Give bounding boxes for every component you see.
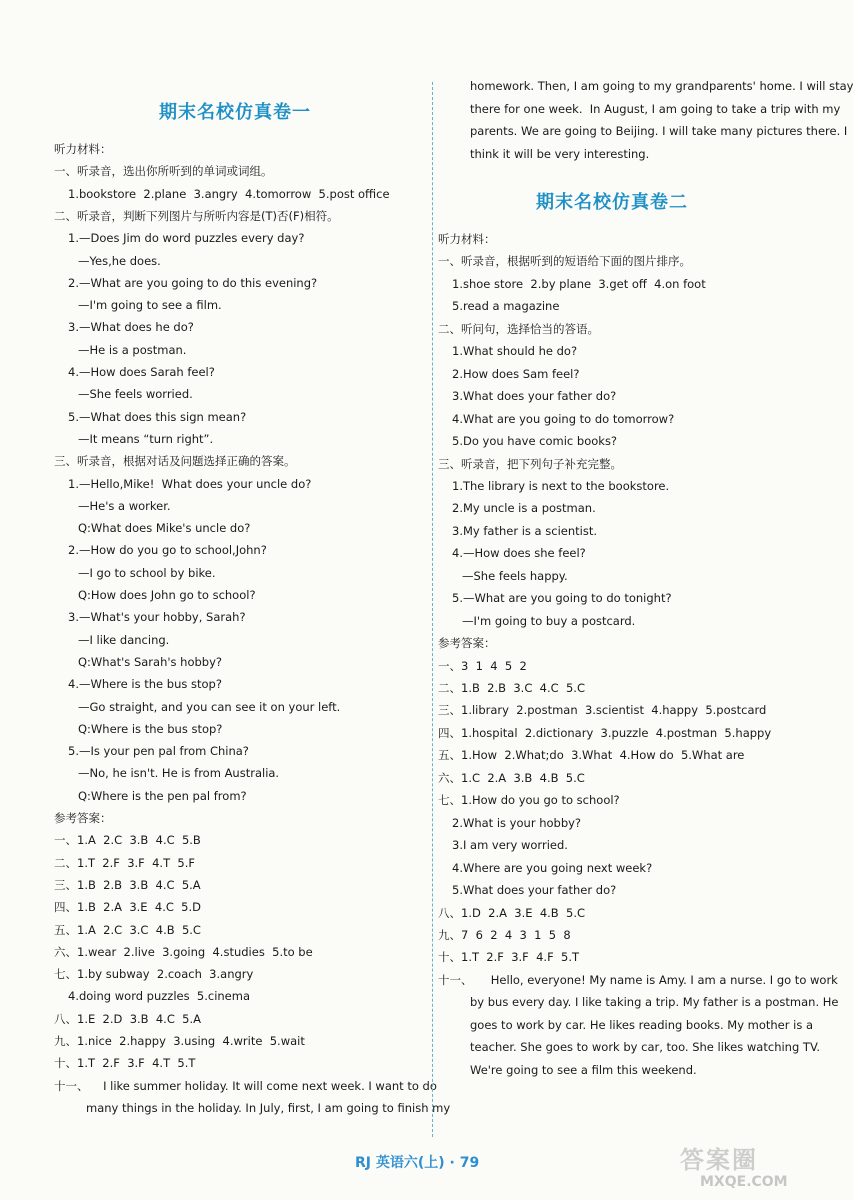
- text-line: 5.—Is your pen pal from China?: [68, 744, 249, 759]
- text-line: 三、听录音，把下列句子补充完整。: [438, 456, 622, 471]
- text-line: 3.What does your father do?: [452, 389, 617, 404]
- text-line: teacher. She goes to work by car, too. She likes watching TV.: [470, 1040, 820, 1055]
- text-line: 3.—What does he do?: [68, 320, 194, 335]
- text-line: 1.bookstore 2.plane 3.angry 4.tomorrow 5.post office: [68, 186, 390, 201]
- text-line: 3.I am very worried.: [452, 838, 568, 853]
- text-line: 八、1.D 2.A 3.E 4.B 5.C: [438, 905, 586, 920]
- text-line: 五、1.A 2.C 3.C 4.B 5.C: [54, 922, 201, 937]
- text-line: 4.—How does she feel?: [452, 546, 586, 561]
- text-line: Q:How does John go to school?: [78, 588, 256, 602]
- text-line: 2.What is your hobby?: [452, 815, 582, 830]
- text-line: 2.How does Sam feel?: [452, 366, 580, 381]
- text-line: —I go to school by bike.: [78, 565, 216, 580]
- text-line: 参考答案：: [54, 811, 112, 825]
- text-line: 参考答案：: [438, 636, 496, 651]
- text-line: 3.My father is a scientist.: [452, 523, 597, 538]
- text-line: 4.—How does Sarah feel?: [68, 365, 215, 379]
- text-line: 听力材料：: [438, 232, 496, 246]
- text-line: We're going to see a film this weekend.: [470, 1062, 697, 1077]
- text-line: 4.doing word puzzles 5.cinema: [68, 989, 251, 1004]
- text-line: 十、1.T 2.F 3.F 4.T 5.T: [54, 1056, 196, 1071]
- text-line: 一、3 1 4 5 2: [438, 658, 527, 673]
- page-footer: RJ 英语六(上) · 79: [355, 1155, 480, 1171]
- text-line: 4.—Where is the bus stop?: [68, 677, 222, 692]
- text-line: 一、听录音，选出你所听到的单词或词组。: [54, 164, 273, 179]
- text-line: 二、1.B 2.B 3.C 4.C 5.C: [438, 681, 585, 695]
- text-line: parents. We are going to Beijing. I will take many pictures there. I: [470, 124, 848, 139]
- text-line: 5.What does your father do?: [452, 883, 617, 898]
- text-line: 2.My uncle is a postman.: [452, 501, 596, 516]
- text-line: 1.—Does Jim do word puzzles every day?: [68, 231, 305, 246]
- text-line: 二、听问句，选择恰当的答语。: [438, 321, 599, 336]
- column-divider: [432, 82, 433, 1137]
- text-line: 1.shoe store 2.by plane 3.get off 4.on foot: [452, 276, 706, 291]
- text-line: 五、1.How 2.What;do 3.What 4.How do 5.What are: [438, 748, 745, 763]
- watermark-logo: 答案圈: [680, 1146, 758, 1174]
- text-line: 二、听录音，判断下列图片与所听内容是(T)否(F)相符。: [54, 208, 339, 223]
- text-line: 七、1.How do you go to school?: [438, 793, 620, 808]
- text-line: —He's a worker.: [78, 498, 171, 513]
- exam-title-2: 期末名校仿真卷二: [536, 192, 688, 213]
- text-line: 4.Where are you going next week?: [452, 860, 653, 875]
- text-line: 三、1.library 2.postman 3.scientist 4.happy 5.postcard: [438, 703, 767, 718]
- text-line: there for one week. In August, I am going to take a trip with my: [470, 101, 841, 116]
- text-line: 4.What are you going to do tomorrow?: [452, 411, 675, 426]
- text-line: Q:What's Sarah's hobby?: [78, 654, 223, 669]
- text-line: 二、1.T 2.F 3.F 4.T 5.F: [54, 855, 195, 870]
- text-line: 5.—What does this sign mean?: [68, 409, 247, 424]
- text-line: —She feels worried.: [78, 387, 193, 402]
- text-line: 九、7 6 2 4 3 1 5 8: [438, 927, 571, 942]
- text-line: 1.—Hello,Mike! What does your uncle do?: [68, 476, 312, 491]
- text-line: 2.—What are you going to do this evening?: [68, 275, 318, 290]
- text-line: 1.What should he do?: [452, 344, 578, 359]
- text-line: 3.—What's your hobby, Sarah?: [68, 610, 246, 625]
- text-line: 5.—What are you going to do tonight?: [452, 591, 672, 606]
- text-line: 四、1.B 2.A 3.E 4.C 5.D: [54, 900, 202, 915]
- text-line: 三、1.B 2.B 3.B 4.C 5.A: [54, 877, 201, 892]
- text-line: 七、1.by subway 2.coach 3.angry: [54, 967, 254, 982]
- text-line: think it will be very interesting.: [470, 146, 650, 161]
- exam-title-1: 期末名校仿真卷一: [159, 102, 311, 123]
- text-line: 六、1.wear 2.live 3.going 4.studies 5.to be: [54, 944, 313, 959]
- text-line: 十一、 Hello, everyone! My name is Amy. I am a nurse. I go to work: [438, 972, 838, 987]
- text-line: homework. Then, I am going to my grandparents' home. I will stay: [470, 79, 853, 93]
- watermark-url: MXQE.COM: [700, 1174, 788, 1190]
- text-line: 5.Do you have comic books?: [452, 434, 618, 449]
- text-line: 听力材料：: [54, 142, 112, 156]
- text-line: 5.read a magazine: [452, 299, 560, 314]
- text-line: 十、1.T 2.F 3.F 4.F 5.T: [438, 950, 579, 965]
- text-line: 九、1.nice 2.happy 3.using 4.write 5.wait: [54, 1034, 305, 1048]
- text-line: goes to work by car. He likes reading books. My mother is a: [470, 1017, 814, 1032]
- text-line: —Yes,he does.: [78, 253, 161, 268]
- text-line: —It means “turn right”.: [78, 431, 214, 446]
- text-line: 八、1.E 2.D 3.B 4.C 5.A: [54, 1011, 202, 1026]
- text-line: —He is a postman.: [78, 342, 187, 357]
- text-line: 六、1.C 2.A 3.B 4.B 5.C: [438, 770, 585, 785]
- text-line: —She feels happy.: [462, 568, 568, 583]
- text-line: —I'm going to see a film.: [78, 298, 222, 313]
- text-line: 1.The library is next to the bookstore.: [452, 478, 670, 493]
- text-line: 一、1.A 2.C 3.B 4.C 5.B: [54, 833, 201, 848]
- text-line: —I'm going to buy a postcard.: [462, 613, 636, 628]
- text-line: Q:Where is the pen pal from?: [78, 788, 247, 803]
- text-line: —I like dancing.: [78, 632, 170, 647]
- text-line: —Go straight, and you can see it on your left.: [78, 699, 341, 714]
- text-line: by bus every day. I like taking a trip. My father is a postman. He: [470, 995, 839, 1010]
- text-line: Q:What does Mike's uncle do?: [78, 521, 251, 536]
- text-line: 十一、 I like summer holiday. It will come next week. I want to do: [54, 1078, 437, 1093]
- text-line: 一、听录音，根据听到的短语给下面的图片排序。: [438, 254, 691, 269]
- text-line: 四、1.hospital 2.dictionary 3.puzzle 4.postman 5.happy: [438, 725, 772, 740]
- text-line: many things in the holiday. In July, first, I am going to finish my: [86, 1100, 451, 1115]
- text-line: Q:Where is the bus stop?: [78, 721, 223, 736]
- text-line: —No, he isn't. He is from Australia.: [78, 766, 280, 781]
- text-line: 三、听录音，根据对话及问题选择正确的答案。: [54, 454, 296, 469]
- text-line: 2.—How do you go to school,John?: [68, 543, 267, 558]
